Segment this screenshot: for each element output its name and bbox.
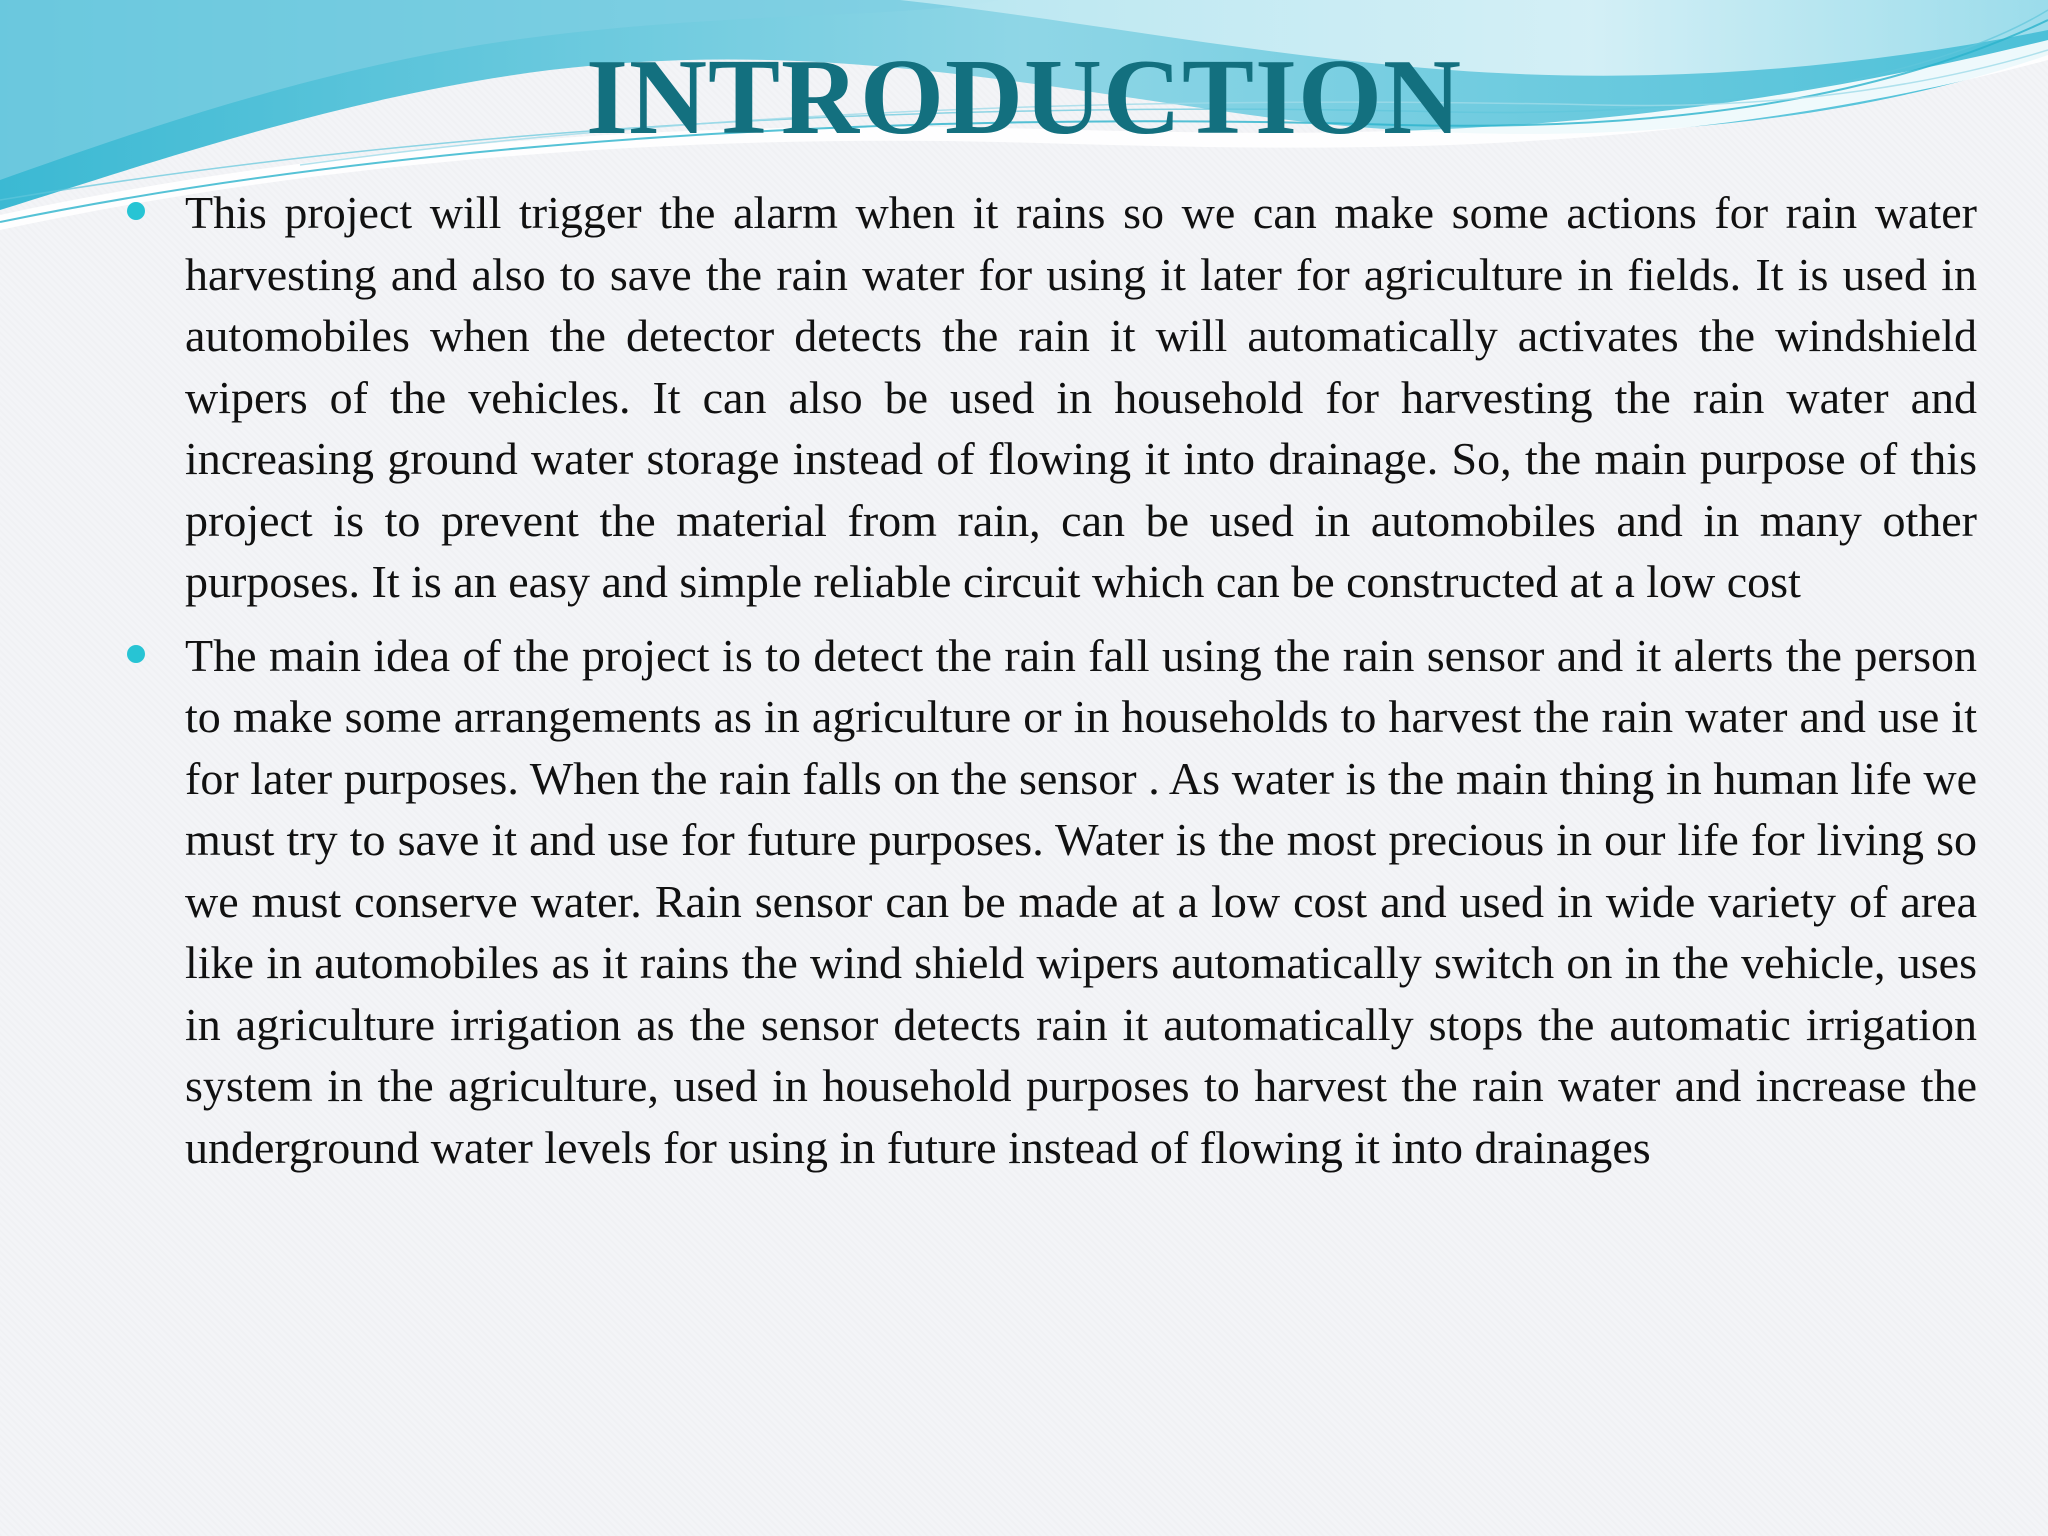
- bullet-text: The main idea of the project is to detect the rain fall using the rain sensor and it alerts the person to make some arrangements as in agriculture or in households to harvest the rain water and use it for later purposes. When the rain falls on the sensor . As water is the main thing in human life we must try to save it and use for future purposes. Water is the most precious in our life for living so we must conserve water. Rain sensor can be made at a low cost and used in wide variety of area like in automobiles as it rains the wind shield wipers automatically switch on in the vehicle, uses in agriculture irrigation as the sensor detects rain it automatically stops the automatic irrigation system in the agriculture, used in household purposes to harvest the rain water and increase the underground water levels for using in future instead of flowing it into drainages: [185, 629, 1977, 1173]
- bullet-text: This project will trigger the alarm when it rains so we can make some actions for rain water harvesting and also to save the rain water for using it later for agriculture in fields. It is used in automobiles when the detector detects the rain it will automatically activates the windshield wipers of the vehicles. It can also be used in household for harvesting the rain water and increasing ground water storage instead of flowing it into drainage. So, the main purpose of this project is to prevent the material from rain, can be used in automobiles and in many other purposes. It is an easy and simple reliable circuit which can be constructed at a low cost: [185, 187, 1977, 607]
- bullet-item: [185, 182, 1977, 613]
- bullet-item: [185, 625, 1977, 1179]
- bullet-dot-icon: [127, 645, 145, 663]
- bullet-list: [185, 182, 1977, 1190]
- slide-title: INTRODUCTION: [585, 38, 1463, 157]
- bullet-dot-icon: [127, 202, 145, 220]
